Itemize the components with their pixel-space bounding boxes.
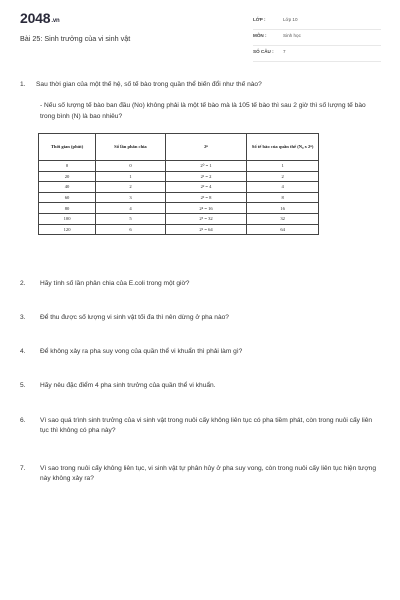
logo-suffix: .vn	[51, 18, 60, 24]
meta-label: SỐ CÂU :	[253, 49, 274, 54]
meta-row-grade	[253, 15, 381, 30]
table-header-row	[39, 134, 319, 161]
column-header: Thời gian (phút)	[39, 134, 96, 161]
table-cell: 0	[39, 161, 96, 172]
table-row	[39, 203, 319, 214]
table-cell: 3	[96, 192, 166, 203]
column-header: Số tế bào của quần thể (N₀ x 2ⁿ)	[247, 134, 319, 161]
table-cell: 32	[247, 213, 319, 224]
table-cell: 1	[96, 171, 166, 182]
lesson-title: Bài 25: Sinh trưởng của vi sinh vật	[20, 34, 131, 43]
table-cell: 2² = 4	[165, 182, 246, 193]
table-cell: 100	[39, 213, 96, 224]
table-row	[39, 192, 319, 203]
table-cell: 8	[247, 192, 319, 203]
question-number: 3.	[20, 314, 26, 321]
table-row	[39, 213, 319, 224]
table-cell: 40	[39, 182, 96, 193]
question-1-subtext: - Nếu số lượng tế bào ban đầu (No) không phải là một tế bào mà là 105 tế bào thì sau 2 giờ thì số lượng tế bào trong bình (N) là bao nhiêu?	[40, 102, 366, 120]
table-row	[39, 171, 319, 182]
page-header	[0, 0, 400, 62]
table-cell: 2⁵ = 32	[165, 213, 246, 224]
table-cell: 0	[96, 161, 166, 172]
site-logo[interactable]	[20, 10, 59, 26]
meta-row-subject	[253, 31, 381, 46]
table-cell: 5	[96, 213, 166, 224]
table-cell: 2⁴ = 16	[165, 203, 246, 214]
meta-panel	[253, 15, 381, 63]
question-text: Sau thời gian của một thế hệ, số tế bào trong quần thể biến đổi như thế nào?	[36, 81, 262, 88]
table-row	[39, 182, 319, 193]
question-number: 2.	[20, 280, 26, 287]
table-cell: 80	[39, 203, 96, 214]
question-number: 1.	[20, 81, 26, 88]
question-number: 7.	[20, 465, 26, 472]
question-text: Vì sao quá trình sinh trưởng của vi sinh vật trong nuôi cấy không liên tục có pha tiềm phát, còn trong nuôi cấy liên tục thì không có pha này?	[40, 417, 373, 434]
table-cell: 2	[96, 182, 166, 193]
meta-label: MÔN :	[253, 33, 267, 38]
table-cell: 2³ = 8	[165, 192, 246, 203]
table-cell: 1	[247, 161, 319, 172]
question-text: Để thu được số lượng vi sinh vật tối đa thì nên dừng ở pha nào?	[40, 314, 229, 321]
column-header: Số lần phân chia	[96, 134, 166, 161]
meta-value: 7	[283, 49, 286, 54]
meta-value: Lớp 10	[283, 17, 298, 22]
question-text: Vì sao trong nuôi cấy không liên tục, vi sinh vật tự phân hủy ở pha suy vong, còn trong nuôi cấy liên tục hiện tượng này không xảy ra?	[40, 465, 377, 482]
table-cell: 4	[96, 203, 166, 214]
table-cell: 2⁶ = 64	[165, 224, 246, 235]
column-header: 2ⁿ	[165, 134, 246, 161]
table-cell: 4	[247, 182, 319, 193]
table-cell: 120	[39, 224, 96, 235]
table-cell: 60	[39, 192, 96, 203]
table-row	[39, 224, 319, 235]
table-cell: 6	[96, 224, 166, 235]
table-cell: 20	[39, 171, 96, 182]
question-number: 5.	[20, 382, 26, 389]
table-row	[39, 161, 319, 172]
meta-value: Sinh học	[283, 33, 301, 38]
meta-row-question-count	[253, 47, 381, 62]
question-text: Hãy tính số lần phân chia của E.coli trong một giờ?	[40, 280, 190, 287]
table-cell: 64	[247, 224, 319, 235]
question-number: 4.	[20, 348, 26, 355]
question-number: 6.	[20, 417, 26, 424]
meta-label: LỚP :	[253, 17, 266, 22]
table-cell: 2⁰ = 1	[165, 161, 246, 172]
growth-table	[38, 133, 319, 235]
question-text: Để không xảy ra pha suy vong của quần thể vi khuẩn thì phải làm gì?	[40, 348, 243, 355]
table-cell: 2	[247, 171, 319, 182]
table-cell: 16	[247, 203, 319, 214]
table-cell: 2¹ = 2	[165, 171, 246, 182]
question-text: Hãy nêu đặc điểm 4 pha sinh trưởng của quần thể vi khuẩn.	[40, 382, 216, 389]
logo-text: 2048	[20, 10, 51, 26]
